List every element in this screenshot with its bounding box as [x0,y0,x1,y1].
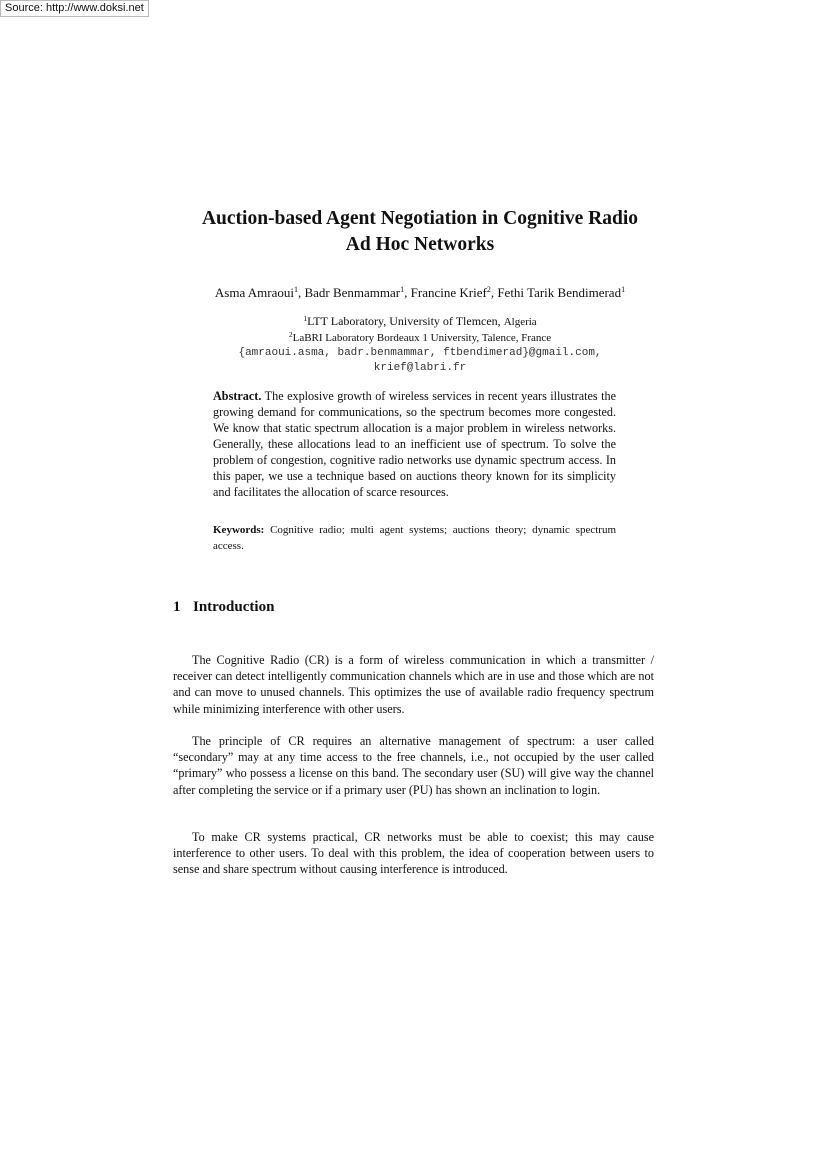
body-paragraph: To make CR systems practical, CR networks must be able to coexist; this may cause interference to other users. To deal with this problem, the idea of cooperation between users to sense and share spectrum without causing interference is introduced. [173,830,654,877]
author-affiliation-marker: 1 [621,285,626,294]
affiliation-country: Algeria [503,316,537,328]
author-emails: {amraoui.asma, badr.benmammar, ftbendimerad}@gmail.com, [238,347,602,359]
body-paragraph: The principle of CR requires an alternative management of spectrum: a user called “secondary” may at any time access to the free channels, i.e., not occupied by the user called “primary” who possess a license on this band. The secondary user (SU) will give way the channel after completing the service or if a primary user (PU) has shown an inclination to login. [173,734,654,797]
keywords-label: Keywords: [213,524,265,536]
keywords-text: Cognitive radio; multi agent systems; auctions theory; dynamic spectrum access. [213,524,617,552]
paper-title [160,206,680,258]
author-name: Badr Benmammar [304,285,401,300]
section-number: 1 [173,599,181,615]
affiliation-marker: 2 [288,330,293,339]
affiliation-2 [160,330,680,346]
author-name: Fethi Tarik Bendimerad [497,285,622,300]
author-affiliation-marker: 1 [293,285,298,294]
affiliation-text: LaBRI Laboratory Bordeaux 1 University, Talence, France [292,332,552,344]
author-affiliation-marker: 1 [400,285,405,294]
affiliation-marker: 1 [303,314,308,323]
abstract-label: Abstract. [213,389,262,403]
body-paragraph: The Cognitive Radio (CR) is a form of wireless communication in which a transmitter / receiver can detect intelligently communication channels which are in use and those which are not and can move to unused channels. This optimizes the use of available radio frequency spectrum while minimizing interference with other users. [173,653,654,716]
affiliation-1 [160,314,680,330]
abstract [213,388,616,500]
affiliations [160,314,680,376]
section-title: Introduction [193,599,275,615]
author-affiliation-marker: 2 [486,285,491,294]
author-name: Francine Krief [410,285,487,300]
title-line-2: Ad Hoc Networks [345,234,495,255]
keywords [213,523,616,554]
author-emails-cont: krief@labri.fr [373,362,467,374]
abstract-text: The explosive growth of wireless services in recent years illustrates the growing demand for communications, so the spectrum becomes more congested. We know that static spectrum allocation is a major problem in wireless networks. Generally, these allocations lead to an inefficient use of spectrum. To solve the problem of congestion, cognitive radio networks use dynamic spectrum access. In this paper, we use a technique based on auctions theory known for its simplicity and facilitates the allocation of scarce resources. [213,389,617,499]
title-line-1: Auction-based Agent Negotiation in Cognitive Radio [201,208,639,229]
affiliation-text: LTT Laboratory, University of Tlemcen, [307,314,501,328]
section-heading-introduction [173,597,274,617]
source-label: Source: http://www.doksi.net [0,0,149,17]
author-list: Asma Amraoui$^1$, Badr Benmammar$^1$, Francine Krief$^2$, Fethi Tarik Bendimerad$^1$ [214,285,626,300]
author-name: Asma Amraoui [214,285,294,300]
